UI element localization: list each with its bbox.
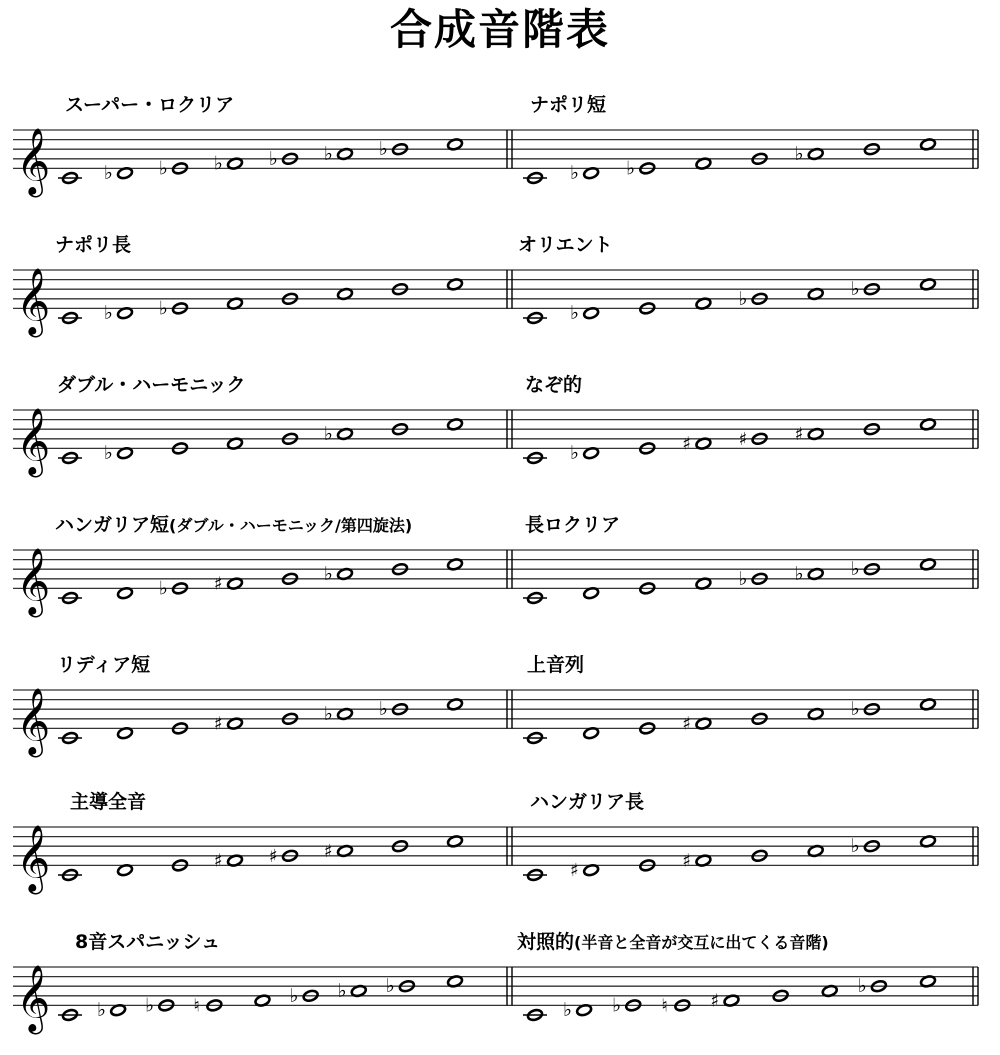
natural-icon: ♮ (193, 995, 200, 1017)
scale-name: 上音列 (527, 654, 585, 676)
flat-icon: ♭ (738, 567, 748, 590)
note (570, 302, 599, 324)
flat-icon: ♭ (324, 423, 333, 445)
flat-icon: ♭ (570, 162, 580, 185)
note (58, 868, 82, 881)
flat-icon: ♭ (324, 563, 333, 585)
flat-icon: ♭ (570, 302, 580, 325)
note (523, 451, 547, 464)
flat-icon: ♭ (794, 563, 804, 585)
note (97, 999, 126, 1021)
note (523, 868, 547, 881)
flat-icon: ♭ (738, 287, 748, 310)
note (795, 563, 824, 585)
scale-row (0, 220, 1000, 360)
note (58, 171, 82, 184)
scale-name: スーパー・ロクリア (65, 94, 235, 116)
flat-icon: ♭ (324, 143, 333, 165)
note (682, 851, 711, 872)
scale-name: オリエント (518, 234, 613, 256)
scale-row (0, 360, 1000, 500)
flat-icon: ♭ (850, 698, 860, 721)
treble-clef-icon: 𝄞 (16, 126, 51, 195)
flat-icon: ♭ (379, 698, 388, 721)
flat-icon: ♭ (269, 147, 278, 170)
note (570, 860, 599, 881)
note (523, 311, 547, 324)
scale-name: ダブル・ハーモニック (57, 374, 246, 396)
scale-name: なぞ的 (525, 374, 583, 396)
scale-row (0, 80, 1000, 220)
note (214, 574, 243, 595)
note (338, 980, 367, 1002)
sharp-icon: ♯ (214, 713, 223, 735)
sharp-icon: ♯ (324, 841, 333, 862)
note (58, 1008, 82, 1021)
scale-row (0, 915, 1000, 1055)
scale-row (0, 640, 1000, 780)
sharp-icon: ♯ (269, 845, 278, 867)
flat-icon: ♭ (104, 162, 113, 185)
flat-icon: ♭ (850, 558, 860, 581)
flat-icon: ♭ (794, 143, 804, 165)
note (795, 143, 824, 165)
note (523, 171, 547, 184)
note (324, 703, 353, 725)
note (214, 714, 243, 735)
note (104, 302, 133, 324)
scale-name: リディア短 (57, 654, 151, 676)
scale-name: 対照的(半音と全音が交互に出てくる音階) (517, 931, 829, 953)
sharp-icon: ♯ (214, 573, 223, 595)
note (711, 991, 740, 1012)
note (104, 162, 133, 184)
flat-icon: ♭ (379, 138, 388, 161)
note (58, 451, 82, 464)
note (104, 442, 133, 464)
sharp-icon: ♯ (710, 990, 720, 1012)
scale-name: ナポリ長 (55, 234, 132, 256)
treble-clef-icon: 𝄞 (16, 266, 51, 335)
note (795, 424, 824, 445)
page-title: 合成音階表 (389, 5, 610, 54)
flat-icon: ♭ (626, 157, 636, 180)
natural-icon: ♮ (661, 995, 668, 1017)
sharp-icon: ♯ (682, 433, 692, 455)
sharp-icon: ♯ (214, 850, 223, 872)
treble-clef-icon: 𝄞 (16, 406, 51, 475)
note (58, 311, 82, 324)
flat-icon: ♭ (385, 975, 395, 998)
flat-icon: ♭ (104, 442, 113, 465)
note (214, 153, 243, 175)
flat-icon: ♭ (145, 994, 155, 1017)
scale-name: ハンガリア長 (530, 791, 645, 813)
note (324, 143, 353, 165)
scale-name: ハンガリア短(ダブル・ハーモニック/第四旋法) (55, 514, 413, 536)
treble-clef-icon: 𝄞 (16, 823, 51, 892)
staff (0, 780, 1000, 920)
flat-icon: ♭ (104, 302, 113, 325)
flat-icon: ♭ (337, 980, 347, 1002)
flat-icon: ♭ (324, 703, 333, 725)
note (324, 563, 353, 585)
flat-icon: ♭ (857, 975, 867, 998)
flat-icon: ♭ (214, 152, 223, 175)
flat-icon: ♭ (612, 994, 622, 1017)
flat-icon: ♭ (563, 999, 573, 1022)
sharp-icon: ♯ (738, 428, 748, 450)
sharp-icon: ♯ (794, 424, 804, 445)
note (563, 999, 592, 1021)
sharp-icon: ♯ (682, 850, 692, 872)
note (58, 731, 82, 744)
note (523, 731, 547, 744)
scale-name: ナポリ短 (530, 94, 607, 116)
treble-clef-icon: 𝄞 (16, 546, 51, 615)
staff (0, 220, 1000, 360)
note (682, 714, 711, 735)
scale-name: 長ロクリア (525, 514, 621, 536)
flat-icon: ♭ (159, 297, 168, 320)
note (570, 162, 599, 184)
note (324, 841, 353, 862)
note (682, 434, 711, 455)
treble-clef-icon: 𝄞 (16, 686, 51, 755)
scale-name: 8音スパニッシュ (75, 931, 221, 953)
flat-icon: ♭ (289, 984, 299, 1007)
treble-clef-icon: 𝄞 (16, 963, 51, 1032)
note (324, 423, 353, 445)
flat-icon: ♭ (159, 577, 168, 600)
scale-name: 主導全音 (70, 791, 147, 813)
flat-icon: ♭ (570, 442, 580, 465)
note (214, 851, 243, 872)
flat-icon: ♭ (850, 835, 860, 858)
note (570, 442, 599, 464)
flat-icon: ♭ (97, 999, 107, 1022)
sharp-icon: ♯ (682, 713, 692, 735)
note (523, 591, 547, 604)
scale-row (0, 780, 1000, 920)
flat-icon: ♭ (159, 157, 168, 180)
scale-row (0, 500, 1000, 640)
note (58, 591, 82, 604)
note (523, 1008, 547, 1021)
sharp-icon: ♯ (570, 860, 579, 882)
flat-icon: ♭ (850, 278, 860, 301)
